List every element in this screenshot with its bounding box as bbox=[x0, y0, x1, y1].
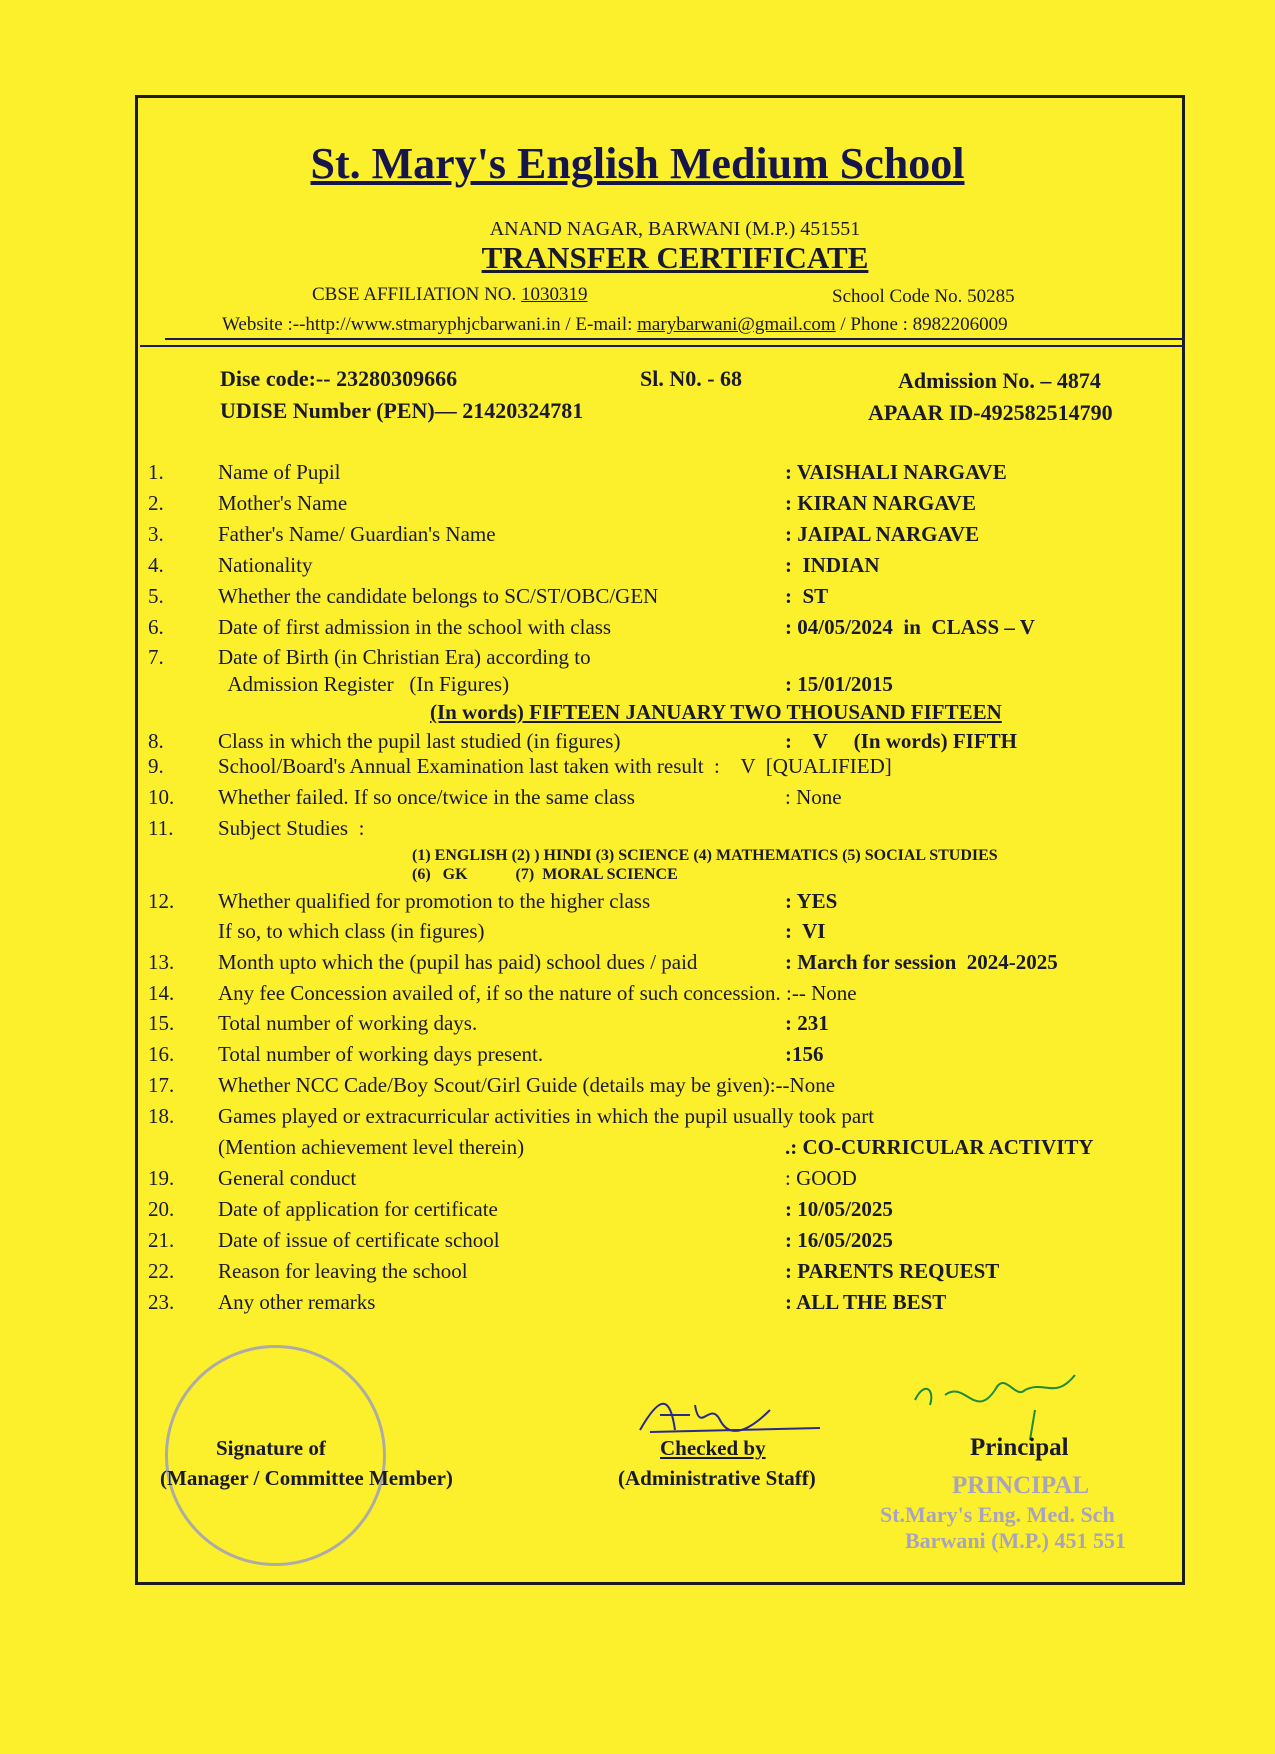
row-number: 3. bbox=[148, 522, 164, 546]
affiliation bbox=[312, 284, 588, 306]
row-value: : GOOD bbox=[785, 1166, 857, 1190]
manager-signature-label: Signature of bbox=[216, 1436, 326, 1460]
row-label: Father's Name/ Guardian's Name bbox=[218, 522, 496, 546]
row-value: : March for session 2024-2025 bbox=[785, 950, 1058, 974]
row-label: School/Board's Annual Examination last taken with result : V [QUALIFIED] bbox=[218, 754, 892, 778]
row-number: 4. bbox=[148, 553, 164, 577]
principal-stamp: PRINCIPAL bbox=[952, 1472, 1090, 1499]
row-number: 22. bbox=[148, 1259, 175, 1283]
principal-label: Principal bbox=[970, 1434, 1069, 1461]
row-value: : V (In words) FIFTH bbox=[785, 729, 1017, 753]
row-label: Date of Birth (in Christian Era) according to bbox=[218, 645, 591, 669]
email: marybarwani@gmail.com bbox=[637, 314, 836, 335]
row-number: 20. bbox=[148, 1197, 175, 1221]
row-label: Total number of working days present. bbox=[218, 1042, 544, 1066]
row-value: : ALL THE BEST bbox=[785, 1290, 947, 1314]
row-label: General conduct bbox=[218, 1166, 357, 1190]
row-label: (Mention achievement level therein) bbox=[218, 1135, 525, 1159]
row-number: 1. bbox=[148, 460, 164, 484]
row-value: : KIRAN NARGAVE bbox=[785, 491, 976, 515]
row-value: .: CO-CURRICULAR ACTIVITY bbox=[785, 1135, 1094, 1159]
row-label: Name of Pupil bbox=[218, 460, 341, 484]
phone: / Phone : 8982206009 bbox=[840, 314, 1008, 335]
dob-in-words bbox=[430, 700, 1002, 725]
subjects-line-2: (6) GK (7) MORAL SCIENCE bbox=[412, 866, 678, 883]
row-number: 12. bbox=[148, 889, 175, 913]
row-value: : None bbox=[785, 785, 842, 809]
row-number: 16. bbox=[148, 1042, 175, 1066]
row-value: : JAIPAL NARGAVE bbox=[785, 522, 980, 546]
row-label: Date of first admission in the school with class bbox=[218, 615, 612, 639]
row-number: 13. bbox=[148, 950, 175, 974]
row-label: Admission Register (In Figures) bbox=[218, 672, 510, 696]
row-label: Nationality bbox=[218, 553, 313, 577]
row-value: : VAISHALI NARGAVE bbox=[785, 460, 1007, 484]
school-address: ANAND NAGAR, BARWANI (M.P.) 451551 bbox=[489, 218, 861, 240]
checked-by-label: Checked by bbox=[660, 1436, 766, 1460]
row-label: Total number of working days. bbox=[218, 1011, 478, 1035]
manager-title: (Manager / Committee Member) bbox=[160, 1466, 453, 1490]
row-number: 10. bbox=[148, 785, 175, 809]
dise-code: Dise code:-- 23280309666 bbox=[220, 366, 458, 391]
row-label: Reason for leaving the school bbox=[218, 1259, 468, 1283]
row-number: 5. bbox=[148, 584, 164, 608]
row-number: 11. bbox=[148, 816, 174, 840]
row-value: : 04/05/2024 in CLASS – V bbox=[785, 615, 1035, 639]
row-number: 2. bbox=[148, 491, 164, 515]
row-value: : VI bbox=[785, 919, 826, 943]
row-number: 9. bbox=[148, 754, 164, 778]
row-label: Date of application for certificate bbox=[218, 1197, 498, 1221]
row-label: Whether qualified for promotion to the higher class bbox=[218, 889, 651, 913]
serial-number: Sl. N0. - 68 bbox=[640, 366, 743, 391]
row-label: Date of issue of certificate school bbox=[218, 1228, 500, 1252]
row-number: 15. bbox=[148, 1011, 175, 1035]
stamp-line-1: St.Mary's Eng. Med. Sch bbox=[880, 1502, 1115, 1527]
document-title: TRANSFER CERTIFICATE bbox=[481, 240, 869, 275]
row-number: 7. bbox=[148, 645, 164, 669]
row-value: : PARENTS REQUEST bbox=[785, 1259, 1000, 1283]
row-number: 8. bbox=[148, 729, 164, 753]
row-number: 17. bbox=[148, 1073, 175, 1097]
header-rule bbox=[165, 338, 1185, 340]
row-label: Any other remarks bbox=[218, 1290, 376, 1314]
row-label: Games played or extracurricular activities in which the pupil usually took part bbox=[218, 1104, 875, 1128]
row-value: : 16/05/2025 bbox=[785, 1228, 893, 1252]
row-number: 14. bbox=[148, 981, 175, 1005]
affiliation-label: CBSE AFFILIATION NO. bbox=[312, 284, 517, 305]
udise-number: UDISE Number (PEN)— 21420324781 bbox=[220, 398, 584, 423]
affiliation-number: 1030319 bbox=[521, 284, 588, 305]
admission-number: Admission No. – 4874 bbox=[898, 368, 1101, 393]
header-rule bbox=[140, 345, 1185, 347]
row-label: Whether NCC Cade/Boy Scout/Girl Guide (details may be given):--None bbox=[218, 1073, 836, 1097]
apaar-id: APAAR ID-492582514790 bbox=[868, 400, 1113, 425]
row-number: 21. bbox=[148, 1228, 175, 1252]
row-number: 6. bbox=[148, 615, 164, 639]
row-label: Whether failed. If so once/twice in the same class bbox=[218, 785, 635, 809]
checked-signature bbox=[630, 1390, 830, 1440]
row-value: : 231 bbox=[785, 1011, 829, 1035]
row-value: : ST bbox=[785, 584, 829, 608]
row-number: 23. bbox=[148, 1290, 175, 1314]
row-value: : INDIAN bbox=[785, 553, 880, 577]
subjects-line-1: (1) ENGLISH (2) ) HINDI (3) SCIENCE (4) MATHEMATICS (5) SOCIAL STUDIES bbox=[412, 847, 998, 864]
row-number: 18. bbox=[148, 1104, 175, 1128]
checked-by-title: (Administrative Staff) bbox=[618, 1466, 816, 1490]
row-label: Mother's Name bbox=[218, 491, 348, 515]
row-label: Any fee Concession availed of, if so the nature of such concession. :-- None bbox=[218, 981, 857, 1005]
row-label: If so, to which class (in figures) bbox=[218, 919, 485, 943]
row-value: : YES bbox=[785, 889, 838, 913]
principal-signature bbox=[905, 1360, 1105, 1440]
row-label: Whether the candidate belongs to SC/ST/OBC/GEN bbox=[218, 584, 659, 608]
contact-line bbox=[222, 314, 1008, 336]
row-label: Subject Studies : bbox=[218, 816, 365, 840]
row-label: Class in which the pupil last studied (in figures) bbox=[218, 729, 621, 753]
stamp-line-2: Barwani (M.P.) 451 551 bbox=[905, 1528, 1127, 1553]
row-number: 19. bbox=[148, 1166, 175, 1190]
row-value: : 15/01/2015 bbox=[785, 672, 893, 696]
row-value: :156 bbox=[785, 1042, 824, 1066]
school-code: School Code No. 50285 bbox=[832, 286, 1015, 307]
row-label: Month upto which the (pupil has paid) school dues / paid bbox=[218, 950, 698, 974]
school-name: St. Mary's English Medium School bbox=[310, 139, 965, 188]
website: Website :--http://www.stmaryphjcbarwani.in / E-mail: bbox=[222, 314, 633, 335]
dob-words-text: (In words) FIFTEEN JANUARY TWO THOUSAND FIFTEEN bbox=[430, 700, 1002, 724]
row-value: : 10/05/2025 bbox=[785, 1197, 893, 1221]
